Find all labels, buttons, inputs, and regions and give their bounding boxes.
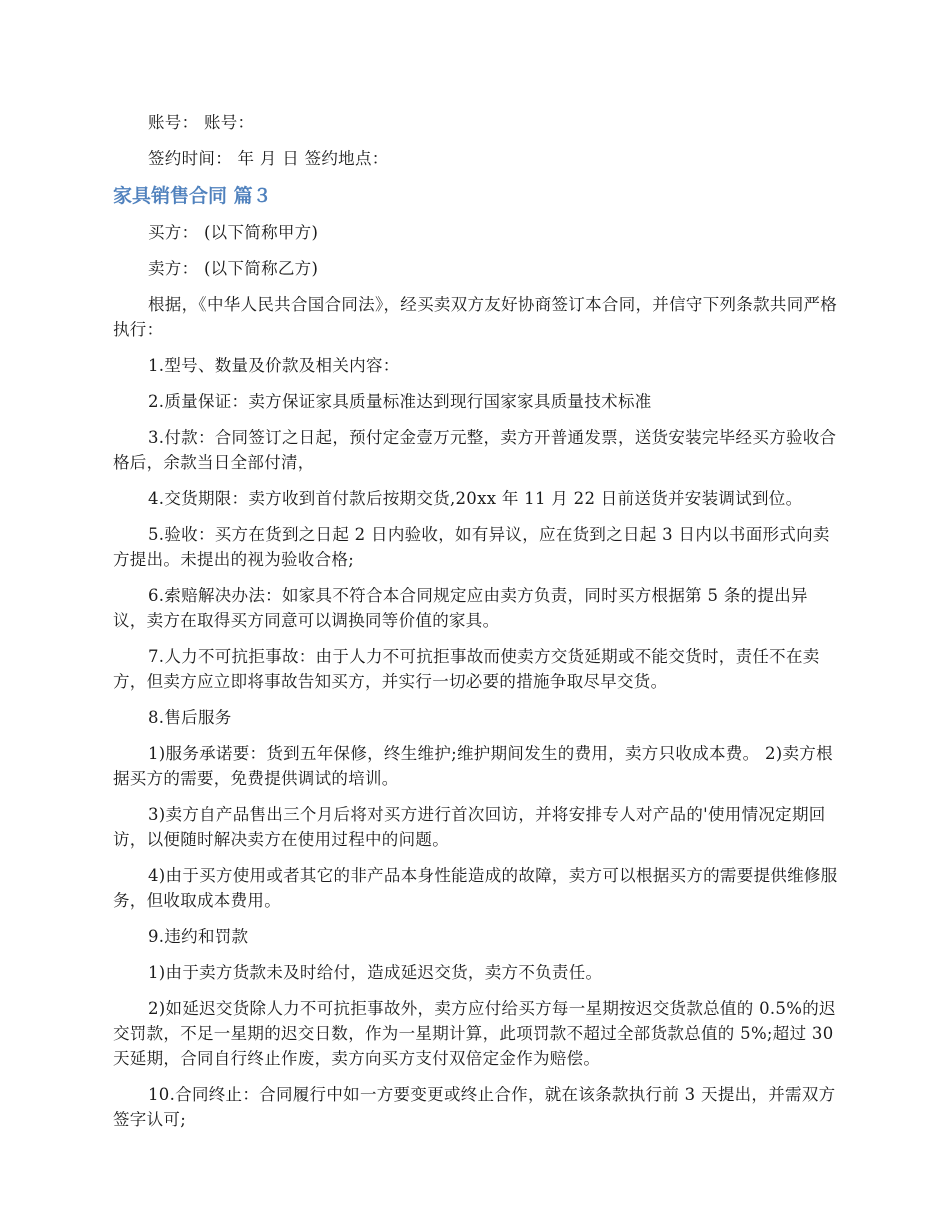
clause-8-item-1: 1)服务承诺要：货到五年保修，终生维护;维护期间发生的费用，卖方只收成本费。 2)卖方根据买方的需要，免费提供调试的培训。 (113, 744, 833, 788)
paragraph-preamble: 根据，《中华人民共合国合同法》，经买卖双方友好协商签订本合同，并信守下列条款共同严格执行： (113, 295, 838, 339)
paragraph-seller: 卖方： (以下简称乙方) (148, 259, 319, 278)
clause-6: 6.索赔解决办法：如家具不符合本合同规定应由卖方负责，同时买方根据第 5 条的提出异议，卖方在取得买方同意可以调换同等价值的家具。 (113, 586, 808, 630)
document-body (113, 110, 841, 1143)
clause-8: 8.售后服务 (148, 708, 232, 727)
clause-9-item-2: 2)如延迟交货除人力不可抗拒事故外，卖方应付给买方每一星期按迟交货款总值的 0.5%的迟交罚款，不足一星期的迟交日数，作为一星期计算，此项罚款不超过全部货款总值的 5%;超过 30 天延期，合同自行终止作废，卖方向买方支付双倍定金作为赔偿。 (113, 999, 836, 1068)
section-heading: 家具销售合同 篇３ (113, 185, 272, 207)
clause-10: 10.合同终止：合同履行中如一方要变更或终止合作，就在该条款执行前 3 天提出，并需双方签字认可; (113, 1085, 836, 1129)
clause-8-item-4: 4)由于买方使用或者其它的非产品本身性能造成的故障，卖方可以根据买方的需要提供维修服务，但收取成本费用。 (113, 866, 838, 910)
clause-3: 3.付款：合同签订之日起，预付定金壹万元整，卖方开普通发票，送货安装完毕经买方验收合格后，余款当日全部付清， (113, 428, 837, 472)
clause-5: 5.验收：买方在货到之日起 2 日内验收，如有异议，应在货到之日起 3 日内以书面形式向卖方提出。未提出的视为验收合格; (113, 525, 830, 569)
account-line: 账号： 账号： (148, 113, 255, 132)
clause-8-item-3: 3)卖方自产品售出三个月后将对买方进行首次回访，并将安排专人对产品的'使用情况定期回访，以便随时解决卖方在使用过程中的问题。 (113, 805, 826, 849)
clause-2: 2.质量保证：卖方保证家具质量标准达到现行国家家具质量技术标准 (148, 392, 652, 411)
clause-7: 7.人力不可抗拒事故：由于人力不可抗拒事故而使卖方交货延期或不能交货时，责任不在卖方，但卖方应立即将事故告知买方，并实行一切必要的措施争取尽早交货。 (113, 647, 820, 691)
clause-9-item-1: 1)由于卖方货款未及时给付，造成延迟交货，卖方不负责任。 (148, 963, 603, 982)
paragraph-buyer: 买方： (以下简称甲方) (148, 223, 319, 242)
clause-1: 1.型号、数量及价款及相关内容： (148, 356, 400, 375)
clause-4: 4.交货期限：卖方收到首付款后按期交货,20xx 年 11 月 22 日前送货并安装调试到位。 (148, 489, 803, 508)
clause-9: 9.违约和罚款 (148, 927, 249, 946)
signing-line: 签约时间： 年 月 日 签约地点： (148, 149, 389, 168)
